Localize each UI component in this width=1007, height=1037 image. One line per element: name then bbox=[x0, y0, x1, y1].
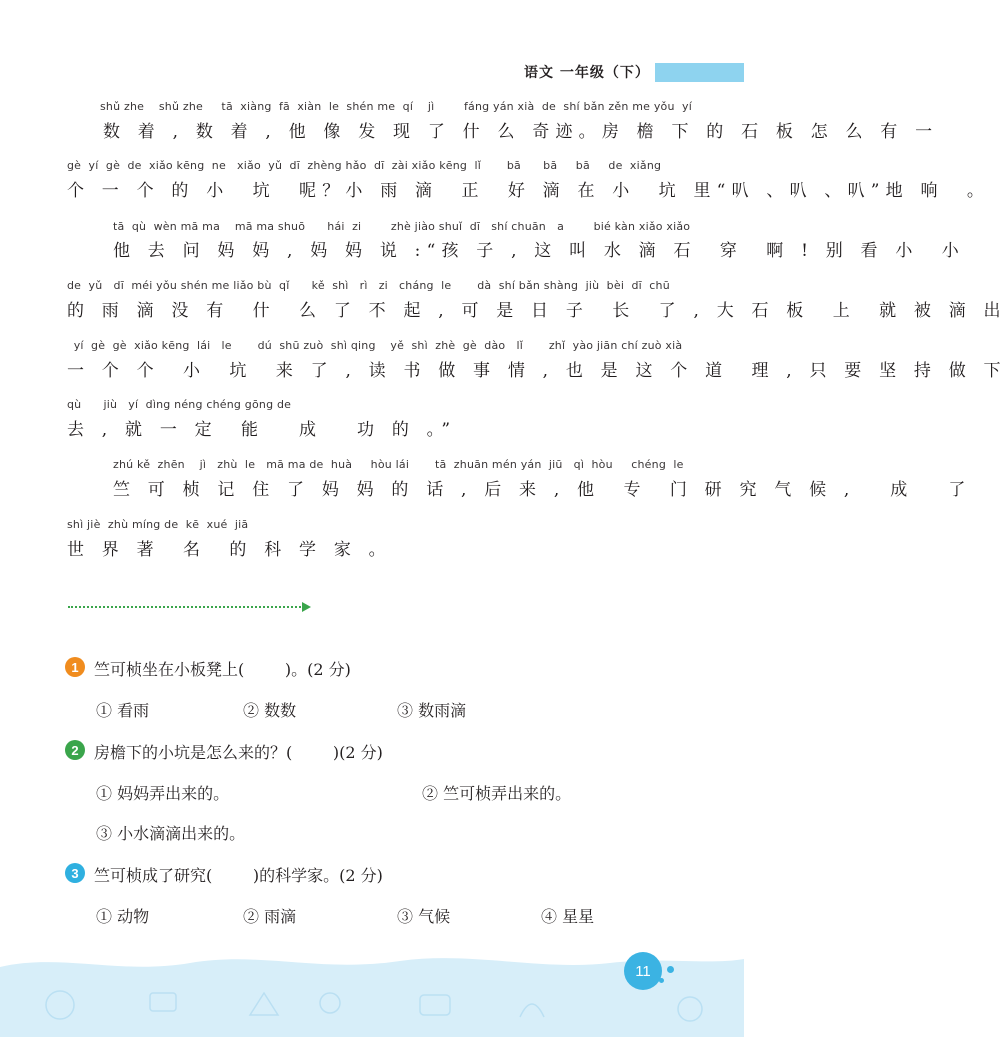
hanzi-row: 竺 可 桢 记 住 了 妈 妈 的 话 , 后 来 , 他 专 门 研 究 气 候 , 成 了 bbox=[113, 480, 972, 500]
hanzi-row: 去 , 就 一 定 能 成 功 的 。” bbox=[67, 420, 457, 440]
decorative-dot bbox=[667, 966, 674, 973]
answer-option[interactable]: ② 竺可桢弄出来的。 bbox=[422, 784, 572, 803]
question-number-badge: 1 bbox=[65, 657, 85, 677]
pinyin-row: yí gè gè xiǎo kēng lái le dú shū zuò shì qing yě shì zhè gè dào lǐ zhǐ yào jiān chí zuò xià bbox=[70, 339, 683, 352]
hanzi-row: 世 界 著 名 的 科 学 家 。 bbox=[67, 540, 392, 560]
hanzi-row: 的 雨 滴 没 有 什 么 了 不 起 , 可 是 日 子 长 了 , 大 石 板 上 就 被 滴 出 bbox=[67, 301, 1007, 321]
answer-option[interactable]: ③ 气候 bbox=[397, 907, 451, 926]
page-number-badge: 11 bbox=[624, 952, 662, 990]
hanzi-row: 一 个 个 小 坑 来 了 , 读 书 做 事 情 , 也 是 这 个 道 理 , 只 要 坚 持 做 下 bbox=[67, 361, 1007, 381]
answer-option[interactable]: ① 看雨 bbox=[96, 701, 150, 720]
pinyin-row: shì jiè zhù míng de kē xué jiā bbox=[67, 518, 249, 531]
answer-option[interactable]: ③ 数雨滴 bbox=[397, 701, 467, 720]
answer-option[interactable]: ④ 星星 bbox=[541, 907, 595, 926]
pinyin-row: qù jiù yí dìng néng chéng gōng de bbox=[67, 398, 292, 411]
question-text: 房檐下的小坑是怎么来的？( )(2 分) bbox=[94, 743, 383, 762]
divider-arrow-icon bbox=[302, 602, 311, 612]
question-number-badge: 2 bbox=[65, 740, 85, 760]
pinyin-row: tā qù wèn mā ma mā ma shuō hái zi zhè jiào shuǐ dī shí chuān a bié kàn xiǎo xiǎo bbox=[113, 220, 691, 233]
answer-option[interactable]: ② 数数 bbox=[243, 701, 297, 720]
hanzi-row: 他 去 问 妈 妈 , 妈 妈 说 :“孩 子 , 这 叫 水 滴 石 穿 啊 ! 别 看 小 小 bbox=[113, 241, 965, 261]
question-text: 竺可桢坐在小板凳上( )。(2 分) bbox=[94, 660, 351, 679]
answer-option[interactable]: ① 动物 bbox=[96, 907, 150, 926]
pinyin-row: zhú kě zhēn jì zhù le mā ma de huà hòu lái tā zhuān mén yán jiū qì hòu chéng le bbox=[113, 458, 684, 471]
header-subject-grade: 语文 一年级（下） bbox=[524, 65, 650, 81]
answer-option[interactable]: ① 妈妈弄出来的。 bbox=[96, 784, 230, 803]
question-number-badge: 3 bbox=[65, 863, 85, 883]
decorative-dot bbox=[659, 978, 664, 983]
answer-option[interactable]: ② 雨滴 bbox=[243, 907, 297, 926]
section-divider bbox=[68, 606, 304, 608]
pinyin-row: shǔ zhe shǔ zhe tā xiàng fā xiàn le shén me qí jì fáng yán xià de shí bǎn zěn me yǒu yí bbox=[100, 100, 692, 113]
pinyin-row: gè yí gè de xiǎo kēng ne xiǎo yǔ dī zhèng hǎo dī zài xiǎo kēng lǐ bā bā bā de xiǎng bbox=[67, 159, 662, 172]
header-accent-bar bbox=[655, 63, 744, 82]
answer-option[interactable]: ③ 小水滴滴出来的。 bbox=[96, 824, 246, 843]
hanzi-row: 个 一 个 的 小 坑 呢？小 雨 滴 正 好 滴 在 小 坑 里“叭 、叭 、叭”地 响 。 bbox=[67, 181, 991, 201]
header-tag bbox=[498, 61, 668, 83]
question-text: 竺可桢成了研究( )的科学家。(2 分) bbox=[94, 866, 383, 885]
pinyin-row: de yǔ dī méi yǒu shén me liǎo bù qǐ kě shì rì zi cháng le dà shí bǎn shàng jiù bèi dī chū bbox=[67, 279, 670, 292]
hanzi-row: 数 着 , 数 着 , 他 像 发 现 了 什 么 奇迹。房 檐 下 的 石 板 怎 么 有 一 bbox=[103, 122, 939, 142]
